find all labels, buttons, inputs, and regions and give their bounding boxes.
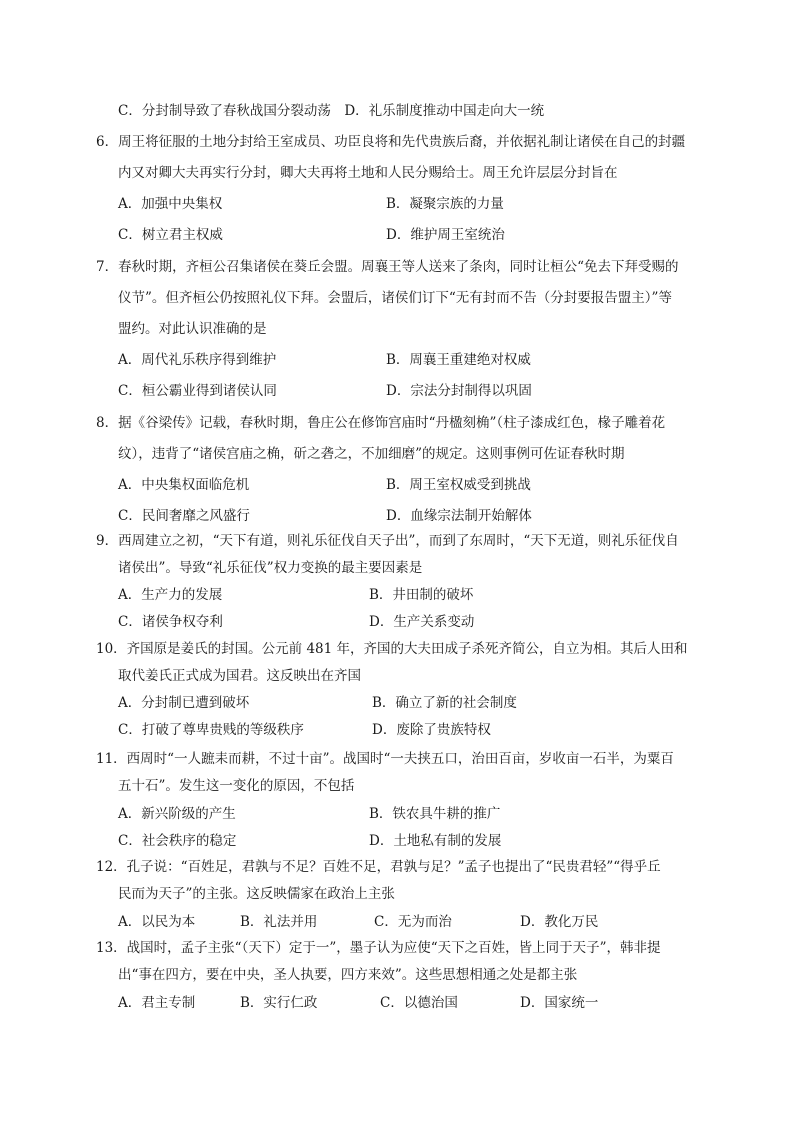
q11-option-b[interactable]: B．铁农具牛耕的推广: [369, 806, 501, 822]
q12-option-c[interactable]: C．无为而治: [374, 914, 452, 930]
q12-stem-line2: 民而为天子”的主张。这反映儒家在政治上主张: [118, 886, 395, 902]
q9-option-a[interactable]: A．生产力的发展: [118, 587, 223, 603]
q13-option-c[interactable]: C．以德治国: [380, 995, 458, 1011]
q6-option-c[interactable]: C．树立君主权威: [118, 227, 223, 243]
q9-option-d[interactable]: D．生产关系变动: [369, 614, 475, 630]
q7-option-c[interactable]: C．桓公霸业得到诸侯认同: [118, 383, 277, 399]
q7-stem-line3: 盟约。对此认识准确的是: [118, 321, 267, 337]
q10-option-c[interactable]: C．打破了尊卑贵贱的等级秩序: [118, 722, 304, 738]
q12-option-a[interactable]: A．以民为本: [118, 914, 196, 930]
q10-stem-line2: 取代姜氏正式成为国君。这反映出在齐国: [118, 668, 361, 684]
q11-option-a[interactable]: A．新兴阶级的产生: [118, 806, 236, 822]
q11-option-d[interactable]: D．土地私有制的发展: [369, 833, 502, 849]
q9-option-c[interactable]: C．诸侯争权夺利: [118, 614, 223, 630]
q9-option-b[interactable]: B．井田制的破坏: [369, 587, 474, 603]
q13-stem-line2: 出“事在四方，要在中央，圣人执要，四方来效”。这些思想相通之处是都主张: [118, 967, 578, 983]
q9-stem-line1: 9．西周建立之初，“天下有道，则礼乐征伐自天子出”，而到了东周时，“天下无道，则礼乐征伐自: [96, 533, 679, 549]
q8-option-c[interactable]: C．民间奢靡之风盛行: [118, 508, 250, 524]
q7-option-a[interactable]: A．周代礼乐秩序得到维护: [118, 352, 277, 368]
q7-option-b[interactable]: B．周襄王重建绝对权威: [386, 352, 531, 368]
q8-option-a[interactable]: A．中央集权面临危机: [118, 477, 250, 493]
q12-stem-line1: 12．孔子说：“百姓足，君孰与不足？百姓不足，君孰与足？”孟子也提出了“民贵君轻”“得乎丘: [96, 859, 661, 875]
q8-stem-line2: 纹），违背了“诸侯宫庙之桷，斫之砻之，不加细磨”的规定。这则事例可佐证春秋时期: [118, 446, 625, 462]
q7-stem-line2: 仪节”。但齐桓公仍按照礼仪下拜。会盟后，诸侯们订下“无有封而不告（分封要报告盟主）”等: [118, 290, 672, 306]
q8-stem-line1: 8．据《谷梁传》记载，春秋时期，鲁庄公在修饰宫庙时“丹楹刻桷”（柱子漆成红色，椽子雕着花: [96, 415, 666, 431]
q5-option-cd: C．分封制导致了春秋战国分裂动荡 D．礼乐制度推动中国走向大一统: [118, 103, 545, 119]
q12-option-d[interactable]: D．教化万民: [520, 914, 599, 930]
q10-stem-line1: 10．齐国原是姜氏的封国。公元前 481 年，齐国的大夫田成子杀死齐简公，自立为相。其后人田和: [96, 641, 688, 657]
q8-option-b[interactable]: B．周王室权威受到挑战: [386, 477, 531, 493]
q13-option-d[interactable]: D．国家统一: [520, 995, 599, 1011]
q10-option-a[interactable]: A．分封制已遭到破坏: [118, 695, 250, 711]
q11-stem-line1: 11．西周时“一人蹠耒而耕，不过十亩”。战国时“一夫挟五口，治田百亩，岁收亩一石半，为粟百: [96, 751, 674, 767]
q6-option-d[interactable]: D．维护周王室统治: [386, 227, 505, 243]
q13-option-b[interactable]: B．实行仁政: [240, 995, 318, 1011]
q7-option-d[interactable]: D．宗法分封制得以巩固: [386, 383, 532, 399]
q6-option-a[interactable]: A．加强中央集权: [118, 196, 223, 212]
q7-stem-line1: 7．春秋时期，齐桓公召集诸侯在葵丘会盟。周襄王等人送来了条肉，同时让桓公“免去下拜受赐的: [96, 259, 679, 275]
q10-option-d[interactable]: D．废除了贵族特权: [372, 722, 491, 738]
q12-option-b[interactable]: B．礼法并用: [240, 914, 318, 930]
q8-option-d[interactable]: D．血缘宗法制开始解体: [386, 508, 532, 524]
q6-stem-line2: 内又对卿大夫再实行分封，卿大夫再将土地和人民分赐给士。周王允许层层分封旨在: [118, 165, 618, 181]
q11-option-c[interactable]: C．社会秩序的稳定: [118, 833, 237, 849]
q6-option-b[interactable]: B．凝聚宗族的力量: [386, 196, 504, 212]
q10-option-b[interactable]: B．确立了新的社会制度: [372, 695, 517, 711]
q6-stem-line1: 6．周王将征服的土地分封给王室成员、功臣良将和先代贵族后裔，并依据礼制让诸侯在自己的封疆: [96, 134, 686, 150]
q9-stem-line2: 诸侯出”。导致“礼乐征伐”权力变换的最主要因素是: [118, 560, 423, 576]
q13-stem-line1: 13．战国时，孟子主张“（天下）定于一”，墨子认为应使“天下之百姓，皆上同于天子”，韩非提: [96, 940, 661, 956]
q11-stem-line2: 五十石”。发生这一变化的原因，不包括: [118, 778, 355, 794]
q13-option-a[interactable]: A．君主专制: [118, 995, 196, 1011]
